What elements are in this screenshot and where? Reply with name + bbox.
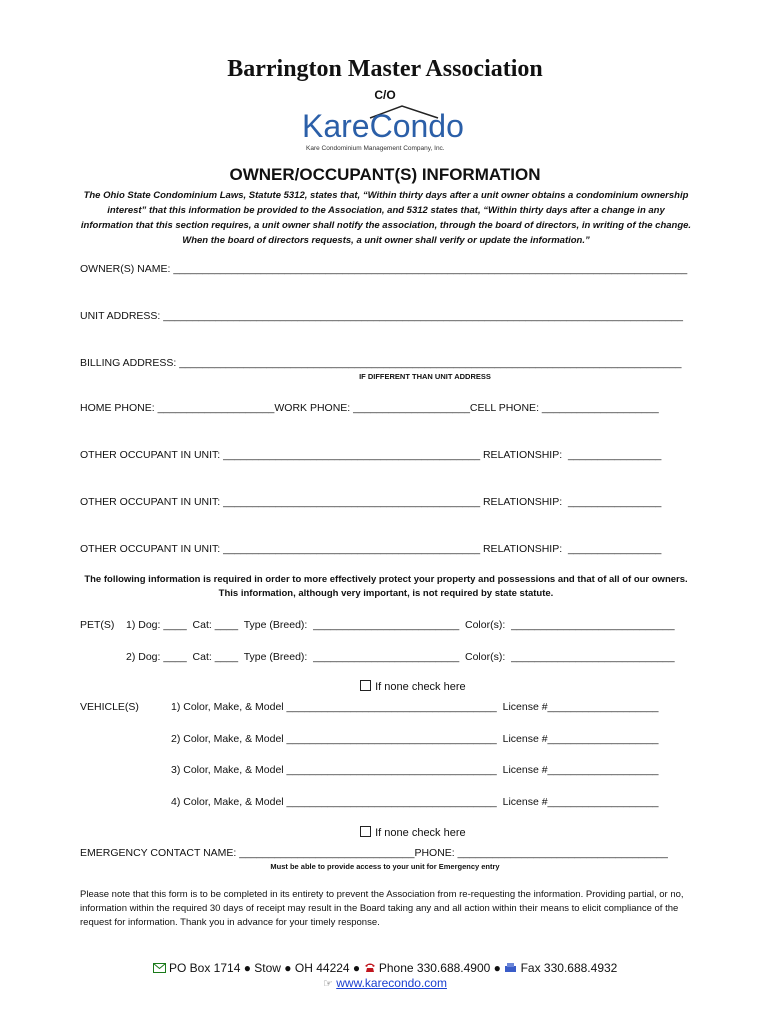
vehicle-field-1[interactable]: 1) Color, Make, & Model ____________________________________ License #___________________ bbox=[171, 701, 659, 713]
website-link[interactable]: www.karecondo.com bbox=[336, 976, 447, 990]
closing-paragraph: Please note that this form is to be completed in its entirety to prevent the Association from re-requesting the information. Providing partial, or no, information within the required 30 days of receipt may result in the Board taking any and all action within their means to elicit compliance of the request for information. Thank you in advance for your timely response. bbox=[80, 889, 684, 928]
footer-web bbox=[0, 976, 770, 990]
footer-contact bbox=[0, 961, 770, 975]
vehicles-none-checkbox[interactable] bbox=[354, 814, 466, 839]
care-of-label: C/O bbox=[374, 88, 396, 102]
pets-none-label: If none check here bbox=[375, 681, 466, 693]
pets-none-checkbox[interactable] bbox=[354, 668, 466, 693]
logo-wordmark: KareCondo bbox=[302, 108, 464, 144]
pet-field-1[interactable]: 1) Dog: ____ Cat: ____ Type (Breed): _________________________ Color(s): ____________________________ bbox=[126, 619, 675, 631]
vehicle-field-4[interactable]: 4) Color, Make, & Model ____________________________________ License #___________________ bbox=[171, 796, 659, 808]
fax-icon bbox=[504, 962, 517, 973]
form-heading: OWNER/OCCUPANT(S) INFORMATION bbox=[229, 165, 541, 184]
emergency-note: Must be able to provide access to your unit for Emergency entry bbox=[270, 862, 500, 871]
envelope-icon bbox=[153, 963, 166, 973]
emergency-contact-field[interactable]: EMERGENCY CONTACT NAME: ______________________________PHONE: ____________________________________ bbox=[80, 847, 668, 859]
checkbox-icon bbox=[360, 826, 371, 837]
unit-address-field[interactable]: UNIT ADDRESS: _________________________________________________________________________________________ bbox=[80, 310, 683, 322]
footer-phone: Phone 330.688.4900 ● bbox=[378, 961, 501, 975]
association-title: Barrington Master Association bbox=[227, 56, 543, 82]
occupant-field-1[interactable]: OTHER OCCUPANT IN UNIT: ____________________________________________ RELATIONSHIP: ________________ bbox=[80, 449, 662, 461]
phones-field[interactable]: HOME PHONE: ____________________WORK PHONE: ____________________CELL PHONE: ____________________ bbox=[80, 402, 659, 414]
required-info-note: The following information is required in order to more effectively protect your property and possessions and that of all of our owners. This information, although very important, is not required by state statute. bbox=[84, 574, 688, 599]
vehicle-field-3[interactable]: 3) Color, Make, & Model ____________________________________ License #___________________ bbox=[171, 764, 659, 776]
logo-subtitle: Kare Condominium Management Company, Inc. bbox=[306, 145, 445, 152]
checkbox-icon bbox=[360, 680, 371, 691]
billing-address-field[interactable]: BILLING ADDRESS: ______________________________________________________________________________________ bbox=[80, 357, 682, 369]
pointer-icon: ☞ bbox=[323, 978, 333, 990]
footer-fax: Fax 330.688.4932 bbox=[520, 961, 618, 975]
statute-intro: The Ohio State Condominium Laws, Statute 5312, states that, “Within thirty days after a unit owner obtains a condominium ownership interest” that this information be provided to the Association, and 5312 states that, “Within thirty days after a change in any information that this section requires, a unit owner shall notify the association, through the board of directors, in writing of the change. When the board of directors requests, a unit owner shall verify or update the information.” bbox=[80, 190, 692, 246]
karecondo-logo bbox=[300, 104, 470, 156]
vehicle-field-2[interactable]: 2) Color, Make, & Model ____________________________________ License #___________________ bbox=[171, 733, 659, 745]
owners-name-field[interactable]: OWNER(S) NAME: ________________________________________________________________________________________ bbox=[80, 263, 688, 275]
pets-label: PET(S) bbox=[80, 619, 115, 631]
billing-note: IF DIFFERENT THAN UNIT ADDRESS bbox=[359, 372, 491, 381]
vehicles-none-label: If none check here bbox=[375, 827, 466, 839]
footer-address: PO Box 1714 ● Stow ● OH 44224 ● bbox=[169, 961, 361, 975]
pet-field-2[interactable]: 2) Dog: ____ Cat: ____ Type (Breed): _________________________ Color(s): ____________________________ bbox=[126, 651, 675, 663]
vehicles-label: VEHICLE(S) bbox=[80, 701, 139, 713]
telephone-icon bbox=[364, 962, 376, 973]
occupant-field-3[interactable]: OTHER OCCUPANT IN UNIT: ____________________________________________ RELATIONSHIP: ________________ bbox=[80, 543, 662, 555]
occupant-field-2[interactable]: OTHER OCCUPANT IN UNIT: ____________________________________________ RELATIONSHIP: ________________ bbox=[80, 496, 662, 508]
